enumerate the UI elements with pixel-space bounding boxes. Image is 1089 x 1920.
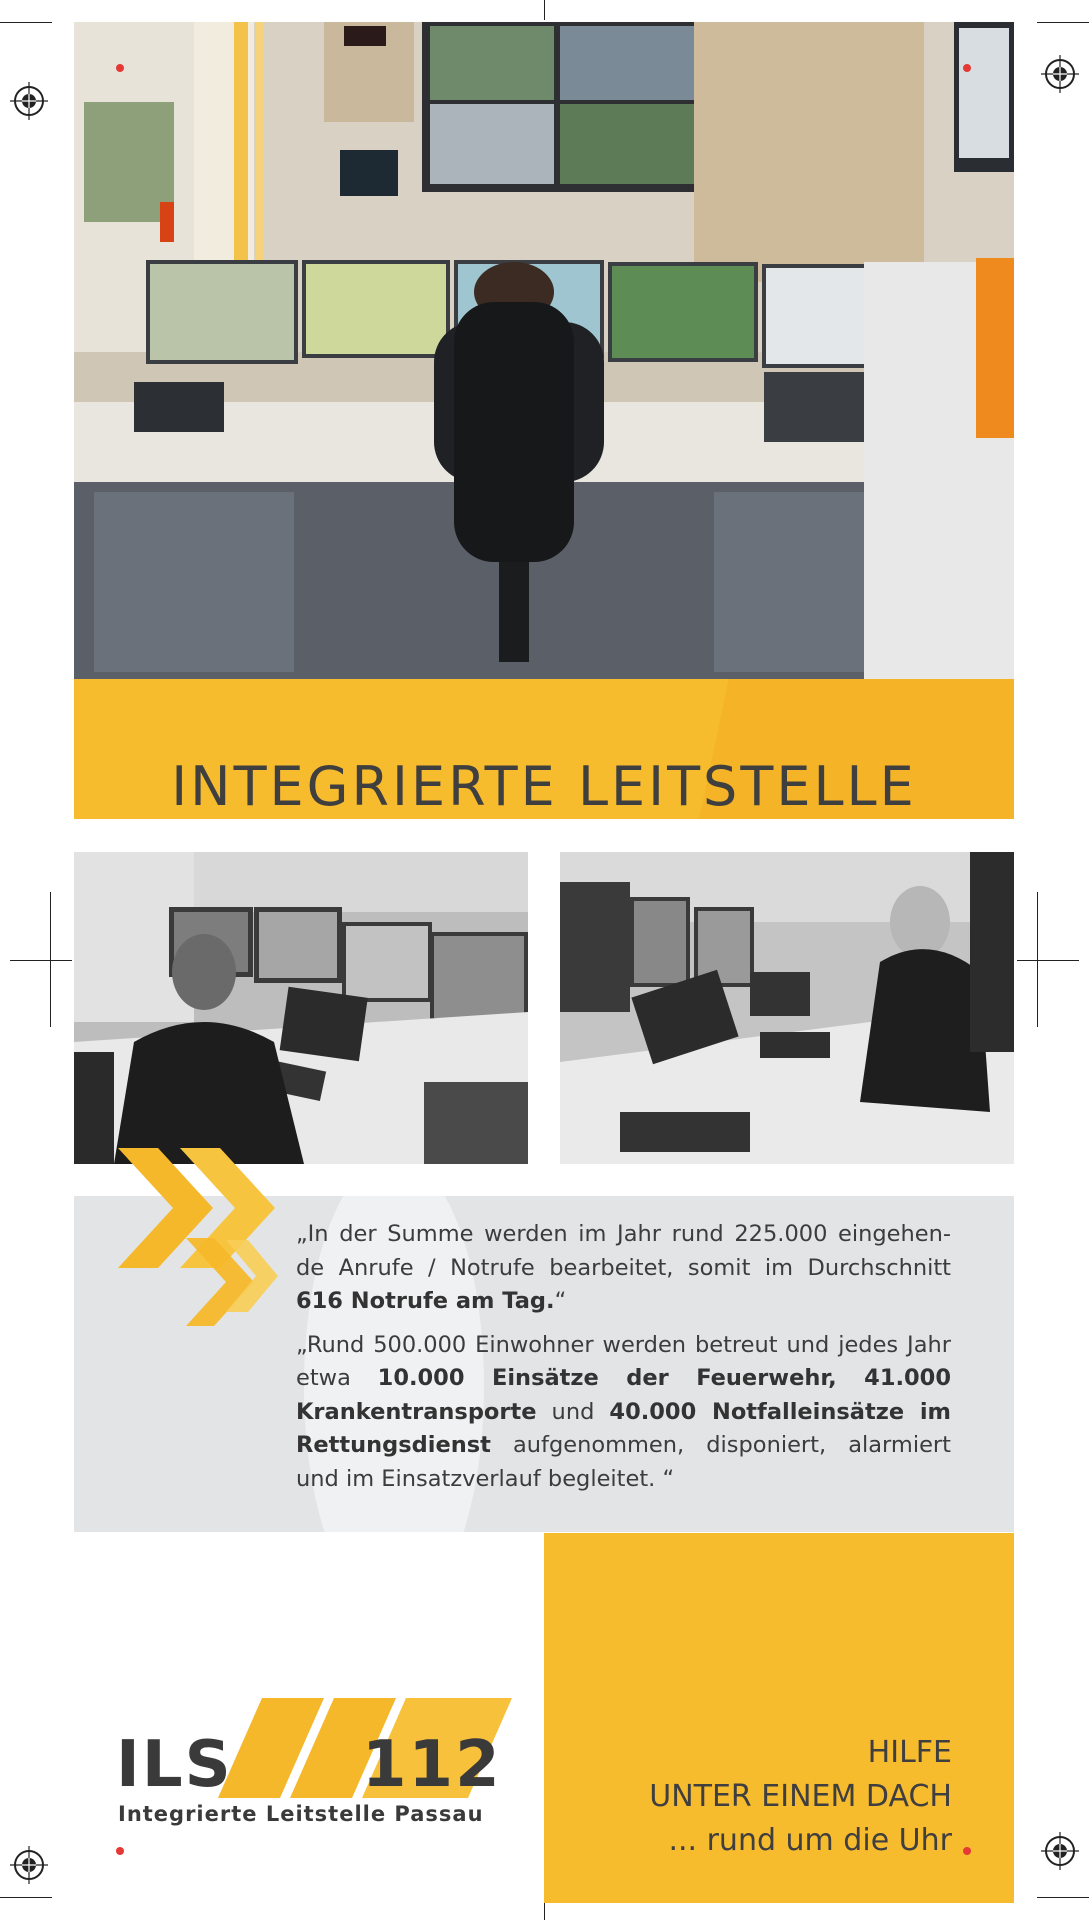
quote-p2-bold-2: 40.000 Notfalleinsätze im Rettungsdienst bbox=[296, 1398, 951, 1458]
crop-mark bbox=[544, 1900, 545, 1920]
red-dot-mark bbox=[963, 64, 971, 72]
crop-mark bbox=[1037, 22, 1089, 23]
red-dot-mark bbox=[116, 64, 124, 72]
logo-112-text: 112 bbox=[362, 1728, 502, 1798]
quote-paragraph-1 bbox=[296, 1218, 951, 1319]
ils-logo bbox=[112, 1698, 522, 1858]
crop-mark bbox=[1037, 892, 1038, 1027]
crop-mark bbox=[544, 0, 545, 20]
quote-p2-start: „Rund 500.000 Einwohner werden betreut und jedes Jahr etwa bbox=[296, 1331, 951, 1391]
red-dot-mark bbox=[963, 1847, 971, 1855]
registration-mark-icon bbox=[10, 1846, 48, 1884]
crop-mark bbox=[1017, 960, 1079, 961]
quote-p1-bold: 616 Notrufe am Tag. bbox=[296, 1288, 555, 1314]
crop-mark bbox=[0, 1897, 52, 1898]
title-banner bbox=[74, 679, 1014, 819]
logo-tagline: Integrierte Leitstelle Passau bbox=[118, 1802, 484, 1826]
logo-ils-text: ILS bbox=[116, 1728, 233, 1798]
slogan-line-1: HILFE bbox=[867, 1735, 952, 1770]
slogan-box bbox=[544, 1533, 1014, 1903]
slogan-line-3: ... rund um die Uhr bbox=[668, 1823, 952, 1858]
crop-mark bbox=[1037, 1897, 1089, 1898]
quote-paragraph-2 bbox=[296, 1329, 951, 1497]
right-photo bbox=[560, 852, 1014, 1164]
registration-mark-icon bbox=[10, 82, 48, 120]
quote-p2-end: aufgenommen, disponiert, alarmiert und im Einsatzverlauf begleitet. “ bbox=[296, 1432, 951, 1492]
quote-p2-mid: und bbox=[536, 1398, 610, 1425]
registration-mark-icon bbox=[1041, 55, 1079, 93]
left-photo bbox=[74, 852, 528, 1164]
slogan bbox=[649, 1731, 952, 1863]
ils-logo-mark-icon bbox=[112, 1698, 522, 1798]
page-title: INTEGRIERTE LEITSTELLE bbox=[171, 755, 917, 819]
quote-text bbox=[296, 1218, 951, 1506]
red-dot-mark bbox=[116, 1847, 124, 1855]
quote-p1-end: “ bbox=[554, 1288, 567, 1314]
registration-mark-icon bbox=[1041, 1832, 1079, 1870]
crop-mark bbox=[0, 22, 52, 23]
crop-mark bbox=[10, 960, 72, 961]
slogan-line-2: UNTER EINEM DACH bbox=[649, 1779, 952, 1814]
main-photo bbox=[74, 22, 1014, 679]
quote-p1-text: „In der Summe werden im Jahr rund 225.000 eingehen-de Anrufe / Notrufe bearbeitet, somit im Durchschnitt bbox=[296, 1221, 951, 1281]
crop-mark bbox=[50, 892, 51, 1027]
quote-p2-bold-1: 10.000 Einsätze der Feuerwehr, 41.000 Krankentransporte bbox=[296, 1365, 951, 1425]
chevron-arrows-icon bbox=[118, 1148, 278, 1328]
